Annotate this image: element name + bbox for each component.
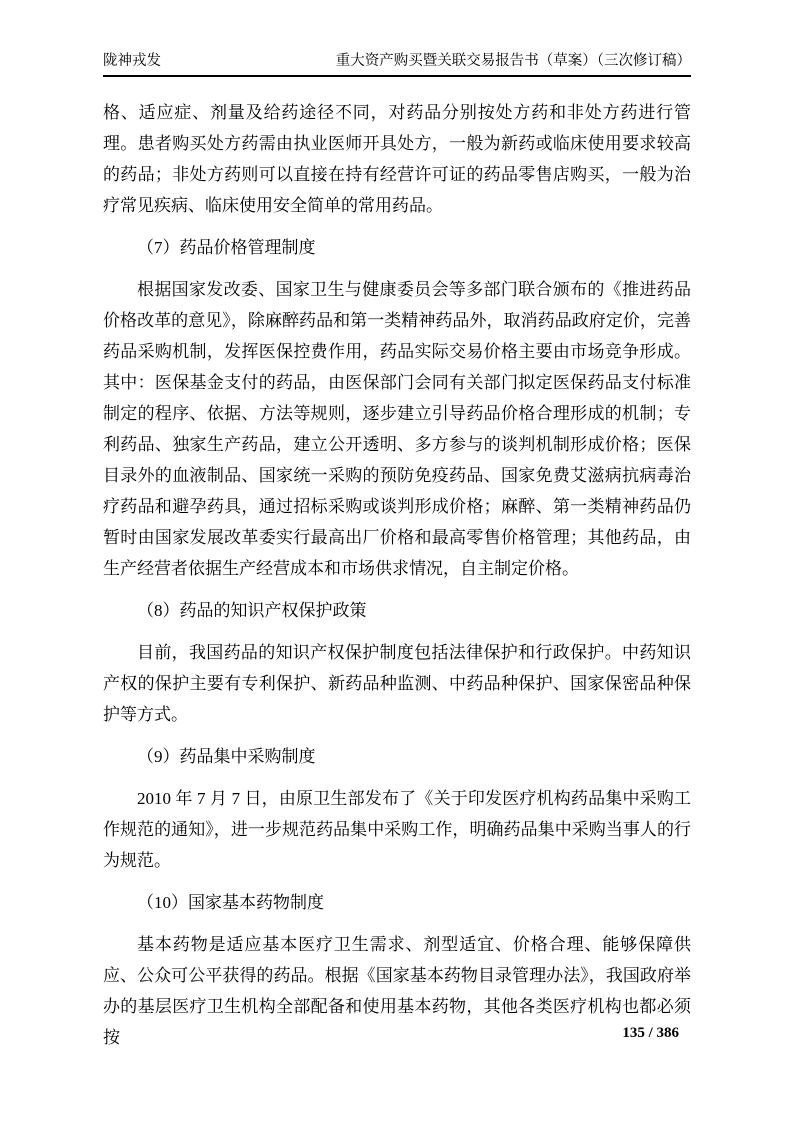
body-paragraph: 基本药物是适应基本医疗卫生需求、剂型适宜、价格合理、能够保障供应、公众可公平获得的药品。根据《国家基本药物目录管理办法》，我国政府举办的基层医疗卫生机构全部配备和使用基本药物，其他各类医疗机构也都必须按 xyxy=(103,935,691,1047)
header-company-name: 陇神戎发 xyxy=(103,53,161,69)
page-number: 135 / 386 xyxy=(622,1025,679,1041)
section-heading-8: （8）药品的知识产权保护政策 xyxy=(137,601,367,620)
page-header xyxy=(103,52,691,77)
section-heading-9: （9）药品集中采购制度 xyxy=(137,747,316,766)
document-body xyxy=(103,97,691,1053)
body-paragraph-continued: 格、适应症、剂量及给药途径不同，对药品分别按处方药和非处方药进行管理。患者购买处方药需由执业医师开具处方，一般为新药或临床使用要求较高的药品；非处方药则可以直接在持有经营许可证的药品零售店购买，一般为治疗常见疾病、临床使用安全简单的常用药品。 xyxy=(103,103,691,215)
page-footer xyxy=(103,1023,691,1043)
header-report-title: 重大资产购买暨关联交易报告书（草案）（三次修订稿） xyxy=(335,53,691,69)
body-paragraph: 目前，我国药品的知识产权保护制度包括法律保护和行政保护。中药知识产权的保护主要有专利保护、新药品种监测、中药品种保护、国家保密品种保护等方式。 xyxy=(103,643,691,724)
body-paragraph: 根据国家发改委、国家卫生与健康委员会等多部门联合颁布的《推进药品价格改革的意见》，除麻醉药品和第一类精神药品外，取消药品政府定价，完善药品采购机制，发挥医保控费作用，药品实际交易价格主要由市场竞争形成。其中：医保基金支付的药品，由医保部门会同有关部门拟定医保药品支付标准制定的程序、依据、方法等规则，逐步建立引导药品价格合理形成的机制；专利药品、独家生产药品，建立公开透明、多方参与的谈判机制形成价格；医保目录外的血液制品、国家统一采购的预防免疫药品、国家免费艾滋病抗病毒治疗药品和避孕药具，通过招标采购或谈判形成价格；麻醉、第一类精神药品仍暂时由国家发展改革委实行最高出厂价格和最高零售价格管理；其他药品，由生产经营者依据生产经营成本和市场供求情况，自主制定价格。 xyxy=(103,280,691,578)
section-heading-10: （10）国家基本药物制度 xyxy=(137,893,324,912)
body-paragraph: 2010 年 7 月 7 日，由原卫生部发布了《关于印发医疗机构药品集中采购工作规范的通知》，进一步规范药品集中采购工作，明确药品集中采购当事人的行为规范。 xyxy=(103,789,691,870)
section-heading-7: （7）药品价格管理制度 xyxy=(137,238,316,257)
